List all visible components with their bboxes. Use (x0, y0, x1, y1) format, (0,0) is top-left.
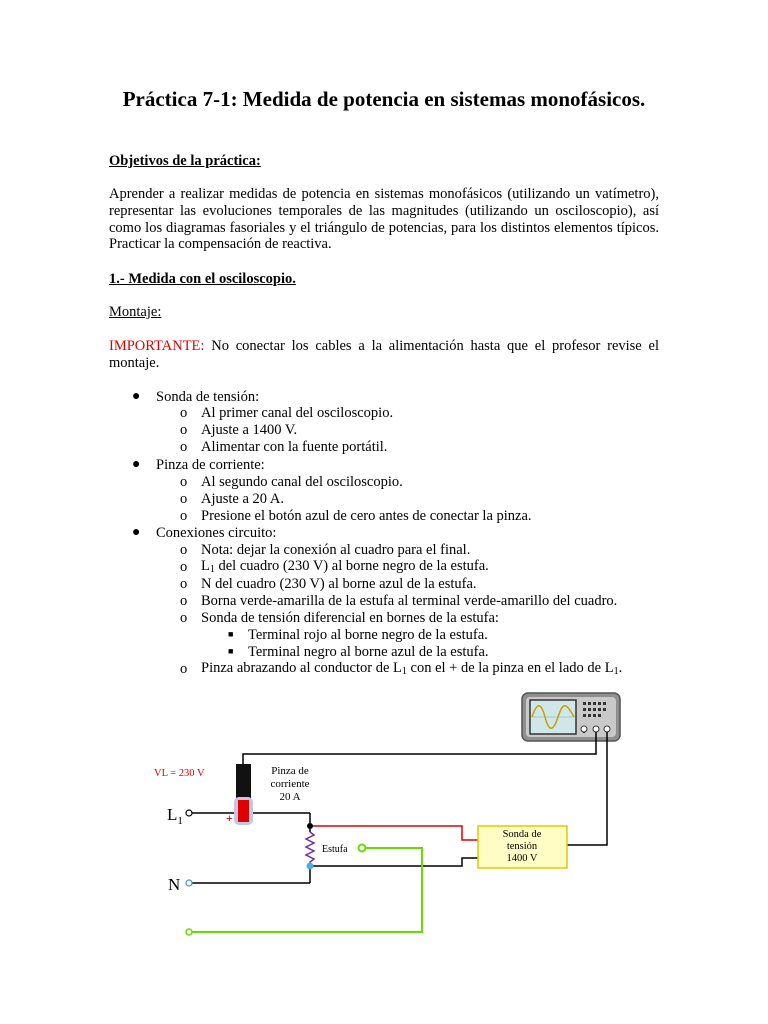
l1-terminal (186, 810, 192, 816)
probe-label-line3: 1400 V (506, 853, 538, 864)
list-item: Ajuste a 1400 V. (201, 422, 298, 438)
circle-marker: o (180, 508, 188, 524)
list-item: Presione el botón azul de cero antes de conectar la pinza. (201, 508, 532, 524)
circle-marker: o (180, 593, 188, 609)
bullet-marker: ● (132, 389, 141, 404)
important-text: No conectar los cables a la alimentación hasta que el profesor revise el montaje. (109, 338, 659, 371)
objectives-text: Aprender a realizar medidas de potencia en sistemas monofásicos (utilizando un vatímetro), representar las evoluciones temporales de las magnitudes (utilizando un osciloscopio), así como los diagramas fasoriales y el triángulo de potencias, para los distintos elementos típicos. Practicar la compensación de reactiva. (109, 186, 659, 253)
node-dot (307, 863, 314, 870)
node-dot (307, 823, 313, 829)
clamp-plus-label: + (226, 811, 233, 825)
estufa-ground-terminal (359, 845, 366, 852)
red-wire (310, 826, 478, 840)
clamp-label-line1: Pinza de (271, 765, 309, 777)
list-item: Borna verde-amarilla de la estufa al terminal verde-amarillo del cuadro. (201, 593, 618, 609)
list-item: Ajuste a 20 A. (201, 491, 284, 507)
page-title: Práctica 7-1: Medida de potencia en sistemas monofásicos. (122, 87, 646, 111)
list-item: N del cuadro (230 V) al borne azul de la estufa. (201, 576, 477, 592)
n-terminal (186, 880, 192, 886)
ground-wire (189, 848, 422, 932)
section1-heading: 1.- Medida con el osciloscopio. (109, 271, 296, 287)
circle-marker: o (180, 559, 188, 575)
list-item: Conexiones circuito: (156, 525, 277, 541)
circle-marker: o (180, 405, 188, 421)
circle-marker: o (180, 661, 188, 677)
list-item: $L_1$ del cuadro (230 V) al borne negro de la estufa. (201, 558, 489, 575)
bullet-marker: ● (132, 525, 141, 540)
ground-terminal (186, 929, 192, 935)
list-item: Pinza de corriente: (156, 457, 265, 473)
probe-label-line2: tensión (506, 841, 538, 852)
resistor-icon (306, 832, 314, 866)
n-label: N (168, 875, 181, 894)
circle-marker: o (180, 474, 188, 490)
list-item: Al segundo canal del osciloscopio. (201, 474, 403, 490)
list-item: Terminal rojo al borne negro de la estufa. (248, 627, 488, 643)
montaje-label: Montaje: (109, 304, 162, 320)
list-item: Al primer canal del osciloscopio. (201, 405, 394, 421)
l1-label: $L_1$ (167, 805, 183, 827)
list-item: Sonda de tensión diferencial en bornes de la estufa: (201, 610, 499, 626)
clamp-label-line2: corriente (270, 778, 310, 790)
circle-marker: o (180, 422, 188, 438)
circle-marker: o (180, 542, 188, 558)
list-item: Nota: dejar la conexión al cuadro para el final. (201, 542, 471, 558)
square-marker: ■ (228, 646, 234, 656)
circle-marker: o (180, 439, 188, 455)
current-clamp-icon (234, 764, 253, 825)
estufa-label: Estufa (322, 844, 348, 855)
clamp-label-line3: 20 A (279, 791, 301, 803)
bullet-marker: ● (132, 457, 141, 472)
list-item: Pinza abrazando al conductor de $L_1$ con el + de la pinza en el lado de $L_1$. (201, 660, 623, 677)
circle-marker: o (180, 610, 188, 626)
oscilloscope-icon (522, 693, 620, 741)
list-item: Terminal negro al borne azul de la estufa. (248, 644, 489, 660)
list-item: Alimentar con la fuente portátil. (201, 439, 388, 455)
square-marker: ■ (228, 629, 234, 639)
circle-marker: o (180, 491, 188, 507)
vl-label: VL = 230 V (154, 768, 205, 779)
list-item: Sonda de tensión: (156, 389, 260, 405)
probe-label-line1: Sonda de (502, 829, 542, 840)
important-label: IMPORTANTE: (109, 338, 205, 354)
objectives-heading: Objetivos de la práctica: (109, 153, 261, 169)
circle-marker: o (180, 576, 188, 592)
